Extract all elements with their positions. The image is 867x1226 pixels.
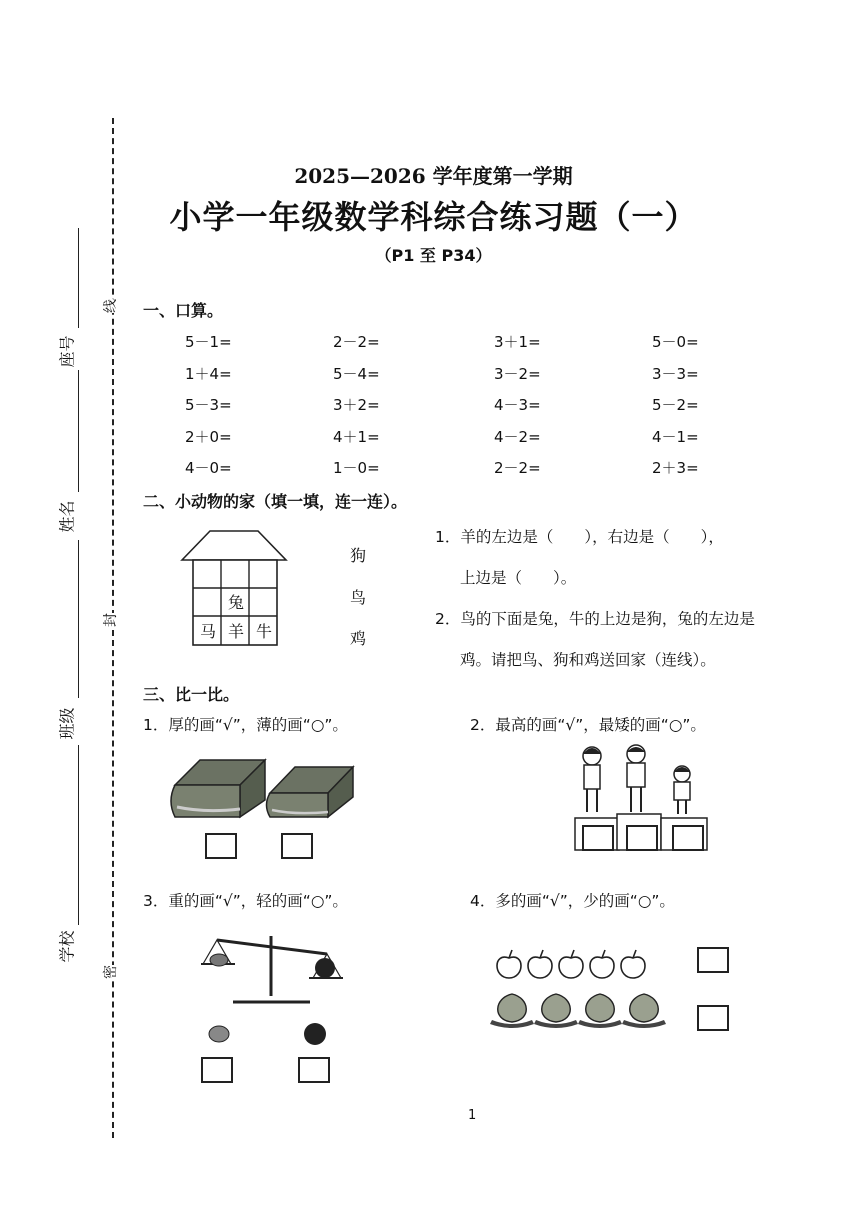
animal-bird[interactable]: 鸟 <box>350 588 367 607</box>
small-child-figure <box>674 766 690 814</box>
answer-box-heavy-fruit[interactable] <box>298 1057 330 1083</box>
peaches-row <box>490 990 670 1030</box>
apple-icon <box>621 950 645 978</box>
books-image <box>165 755 360 825</box>
animal-chicken[interactable]: 鸡 <box>350 629 367 648</box>
apple-icon <box>559 950 583 978</box>
thin-book <box>267 767 354 817</box>
page-title: 小学一年级数学科综合练习题（一） <box>169 198 698 236</box>
name-label: 姓名 <box>57 500 77 533</box>
equation-item: 5－2= <box>652 396 699 414</box>
equation-item: 2＋0= <box>185 427 232 446</box>
peach-icon <box>534 994 578 1028</box>
equation-item: 3＋1= <box>494 333 541 351</box>
question-2-2-line2: 鸡。请把鸟、狗和鸡送回家（连线）。 <box>460 651 716 669</box>
peach-icon <box>490 994 534 1028</box>
school-field[interactable] <box>78 745 79 925</box>
answer-box-small-child[interactable] <box>672 825 704 851</box>
school-label: 学校 <box>57 930 77 963</box>
equation-item: 2－2= <box>494 459 541 477</box>
answer-box-girl[interactable] <box>582 825 614 851</box>
animal-dog[interactable]: 狗 <box>350 546 367 565</box>
equation-item: 5－1= <box>185 333 232 351</box>
equation-item: 3＋2= <box>333 396 380 414</box>
class-field[interactable] <box>78 540 79 698</box>
answer-box-boy[interactable] <box>626 825 658 851</box>
equation-item: 2＋3= <box>652 459 699 477</box>
line-mark: 线 <box>100 299 120 313</box>
equation-item: 4－1= <box>652 427 699 446</box>
equation-item: 3－2= <box>494 364 541 383</box>
peach-icon <box>622 994 666 1028</box>
seal-mark: 封 <box>100 613 120 627</box>
apples-row <box>493 948 653 984</box>
question-2-1-line1: 1．羊的左边是（ ），右边是（ ）， <box>435 528 724 546</box>
equation-item: 5－3= <box>185 396 232 414</box>
class-label: 班级 <box>57 707 77 740</box>
peach-icon <box>578 994 622 1028</box>
equation-item: 4－2= <box>494 427 541 446</box>
balance-scale <box>195 930 345 1010</box>
question-3-2: 2．最高的画“√”，最矮的画“○”。 <box>470 716 706 734</box>
apple-icon <box>590 950 614 978</box>
answer-box-apples[interactable] <box>697 947 729 973</box>
page-number: 1 <box>468 1108 477 1123</box>
section3-heading: 三、比一比。 <box>143 685 240 704</box>
answer-box-thick-book[interactable] <box>205 833 237 859</box>
grid-cell-sheep: 羊 <box>227 622 244 641</box>
grid-cell-rabbit: 兔 <box>227 593 244 612</box>
question-2-2-line1: 2．鸟的下面是兔，牛的上边是狗，兔的左边是 <box>435 610 755 628</box>
name-field[interactable] <box>78 370 79 492</box>
light-fruit <box>209 1026 229 1042</box>
grid-cell-cow: 牛 <box>255 622 272 641</box>
equation-item: 4＋1= <box>333 427 380 446</box>
answer-box-thin-book[interactable] <box>281 833 313 859</box>
section2-heading: 二、小动物的家（填一填，连一连）。 <box>143 492 408 511</box>
page-range: （P1 至 P34） <box>375 246 492 265</box>
grid-cell-horse: 马 <box>199 622 216 641</box>
apple-icon <box>528 950 552 978</box>
question-3-1: 1．厚的画“√”，薄的画“○”。 <box>143 716 348 734</box>
equation-item: 4－0= <box>185 459 232 477</box>
heavy-fruit-on-scale <box>315 958 335 978</box>
boy-figure <box>627 745 645 812</box>
light-fruit-on-scale <box>210 954 228 966</box>
equation-item: 1－0= <box>333 459 380 477</box>
girl-figure <box>583 747 601 812</box>
question-3-3: 3．重的画“√”，轻的画“○”。 <box>143 892 348 910</box>
secret-mark: 密 <box>100 965 120 979</box>
question-3-4: 4．多的画“√”，少的画“○”。 <box>470 892 675 910</box>
equation-item: 1＋4= <box>185 364 232 383</box>
heavy-fruit <box>304 1023 326 1045</box>
equation-item: 5－4= <box>333 364 380 383</box>
equation-item: 2－2= <box>333 333 380 351</box>
equation-item: 4－3= <box>494 396 541 414</box>
thick-book <box>171 760 265 817</box>
answer-box-peaches[interactable] <box>697 1005 729 1031</box>
question-2-1-line2: 上边是（ ）。 <box>460 569 577 587</box>
scale-fruits <box>203 1020 333 1050</box>
term-heading: 2025—2026 学年度第一学期 <box>294 164 573 188</box>
binding-dashed-line <box>112 118 114 1138</box>
section1-heading: 一、口算。 <box>143 301 224 320</box>
house-roof <box>182 531 286 560</box>
apple-icon <box>497 950 521 978</box>
answer-box-light-fruit[interactable] <box>201 1057 233 1083</box>
equation-item: 5－0= <box>652 333 699 351</box>
equation-item: 3－3= <box>652 364 699 383</box>
seat-label: 座号 <box>57 335 77 368</box>
